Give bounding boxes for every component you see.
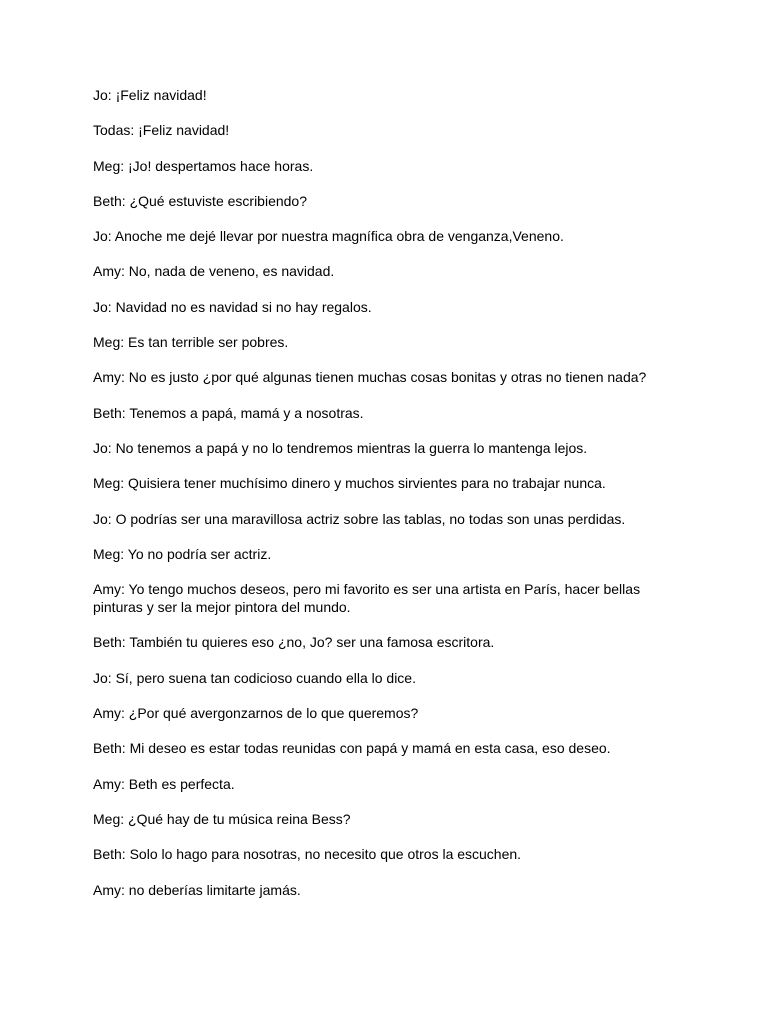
dialogue-line: Todas: ¡Feliz navidad! (93, 122, 230, 139)
dialogue-line: Amy: no deberías limitarte jamás. (93, 881, 301, 898)
dialogue-line: Meg: ¿Qué hay de tu música reina Bess? (93, 810, 351, 827)
dialogue-line: Meg: Es tan terrible ser pobres. (93, 334, 289, 351)
dialogue-line: Jo: ¡Feliz navidad! (93, 87, 207, 103)
dialogue-line: Jo: Anoche me dejé llevar por nuestra magnífica obra de venganza,Veneno. (93, 228, 564, 245)
dialogue-line: Amy: No es justo ¿por qué algunas tienen muchas cosas bonitas y otras no tienen nada? (93, 369, 647, 386)
dialogue-line: Jo: Sí, pero suena tan codicioso cuando ella lo dice. (93, 669, 416, 686)
dialogue-line: Beth: Tenemos a papá, mamá y a nosotras. (93, 404, 364, 421)
dialogue-line: Meg: Quisiera tener muchísimo dinero y muchos sirvientes para no trabajar nunca. (93, 475, 606, 492)
dialogue-line: Amy: Beth es perfecta. (93, 775, 235, 792)
dialogue-line: Amy: Yo tengo muchos deseos, pero mi favorito es ser una artista en París, hacer bellas pinturas y ser la mejor pintora del mundo. (93, 581, 641, 616)
dialogue-line: Beth: Mi deseo es estar todas reunidas con papá y mamá en esta casa, eso deseo. (93, 740, 611, 757)
dialogue-line: Jo: O podrías ser una maravillosa actriz sobre las tablas, no todas son unas perdidas. (93, 510, 626, 527)
dialogue-line: Jo: Navidad no es navidad si no hay regalos. (93, 298, 372, 315)
dialogue-line: Beth: Solo lo hago para nosotras, no necesito que otros la escuchen. (93, 846, 522, 863)
dialogue-line: Amy: No, nada de veneno, es navidad. (93, 263, 335, 280)
dialogue-line: Meg: Yo no podría ser actriz. (93, 545, 272, 562)
dialogue-line: Beth: ¿Qué estuviste escribiendo? (93, 192, 308, 209)
dialogue-text (93, 86, 683, 916)
dialogue-line: Amy: ¿Por qué avergonzarnos de lo que queremos? (93, 705, 419, 722)
dialogue-line: Beth: También tu quieres eso ¿no, Jo? ser una famosa escritora. (93, 634, 495, 651)
dialogue-line: Meg: ¡Jo! despertamos hace horas. (93, 157, 314, 174)
dialogue-line: Jo: No tenemos a papá y no lo tendremos mientras la guerra lo mantenga lejos. (93, 439, 588, 456)
